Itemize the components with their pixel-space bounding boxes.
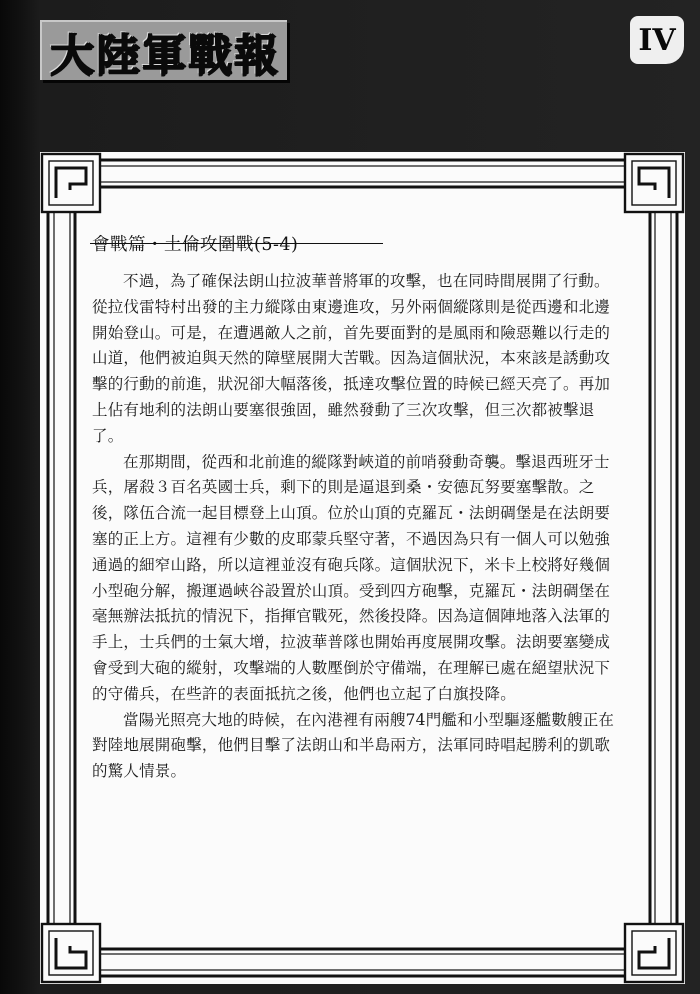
corner-ornament-bottom-right xyxy=(625,924,683,982)
series-title: 大陸軍戰報 xyxy=(49,30,280,81)
paragraph: 當陽光照亮大地的時候，在內港裡有兩艘74門艦和小型驅逐艦數艘正在對陸地展開砲擊，他們目擊了法朗山和半島兩方，法軍同時唱起勝利的凱歌的驚人情景。 xyxy=(92,710,615,781)
corner-ornament-top-left xyxy=(42,154,100,212)
paragraph: 不過，為了確保法朗山拉波華普將軍的攻擊，也在同時間展開了行動。從拉伐雷特村出發的主力縱隊由東邊進攻，另外兩個縱隊則是從西邊和北邊開始登山。可是，在遭遇敵人之前，首先要面對的是風雨和險惡難以行走的山道，他們被迫與天然的障壁展開大苦戰。因為這個狀況，本來該是誘動攻擊的行動的前進，狀況卻大幅落後，抵達攻擊位置的時候已經天亮了。再加上佔有地利的法朗山要塞很強固，雖然發動了三次攻擊，但三次都被擊退了。 xyxy=(92,272,611,445)
corner-ornament-top-right xyxy=(625,154,683,212)
article-heading: 會戰篇・土倫攻圍戰(5-4) xyxy=(92,235,299,255)
article-body xyxy=(92,269,619,785)
volume-badge xyxy=(630,16,684,64)
volume-number: IV xyxy=(638,22,676,58)
series-title-block xyxy=(40,20,287,80)
paragraph: 在那期間，從西和北前進的縱隊對峽道的前哨發動奇襲。擊退西班牙士兵，屠殺３百名英國士兵，剩下的則是逼退到桑・安德瓦努要塞擊散。之後，隊伍合流一起目標登上山頂。位於山頂的克羅瓦・法朗碉堡是在法朗要塞的正上方。這裡有少數的皮耶蒙兵堅守著，不過因為只有一個人可以勉強通過的細窄山路，所以這裡並沒有砲兵隊。這個狀況下，米卡上校將好幾個小型砲分解，搬運過峽谷設置於山頂。受到四方砲擊，克羅瓦・法朗碉堡在毫無辦法抵抗的情況下，指揮官戰死，然後投降。因為這個陣地落入法軍的手上，士兵們的士氣大增，拉波華普隊也開始再度展開攻擊。法朗要塞變成會受到大砲的縱射，攻擊端的人數壓倒於守備端，在理解已處在絕望狀況下的守備兵，在些許的表面抵抗之後，他們也立起了白旗投降。 xyxy=(92,452,611,703)
heading-underline xyxy=(90,243,383,244)
corner-ornament-bottom-left xyxy=(42,924,100,982)
